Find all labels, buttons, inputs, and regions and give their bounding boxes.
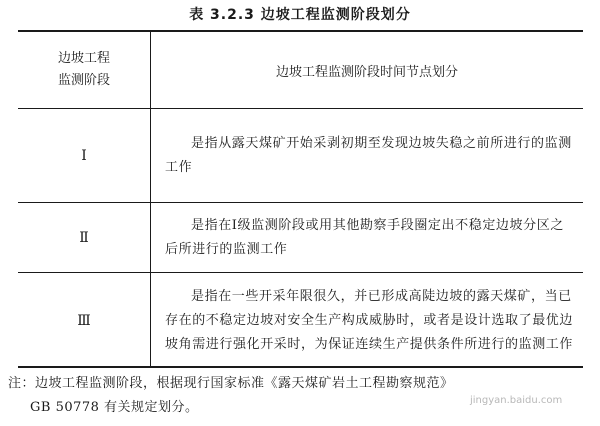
table-row (18, 202, 583, 272)
header-stage-cell (18, 32, 150, 108)
description-cell (151, 273, 583, 368)
stage-cell (18, 109, 150, 202)
note-line-1: 注：边坡工程监测阶段，根据现行国家标准《露天煤矿岩土工程勘察规范》 (8, 376, 454, 391)
table-header-row (18, 32, 583, 108)
stage-description: 是指从露天煤矿开始采剥初期至发现边坡失稳之前所进行的监测工作 (165, 135, 572, 175)
header-desc-cell (151, 32, 583, 108)
description-cell (151, 109, 583, 202)
table-title: 表 3.2.3 边坡工程监测阶段划分 (189, 7, 411, 23)
stage-cell (18, 273, 150, 368)
stage-description: 是指在一些开采年限很久，并已形成高陡边坡的露天煤矿，当已存在的不稳定边坡对安全生产构成威胁时，或者是设计选取了最优边坡角需进行强化开采时，为保证连续生产提供条件所进行的监测工作 (165, 288, 574, 352)
header-stage-label: 边坡工程 监测阶段 (57, 51, 110, 88)
stage-table (18, 30, 583, 368)
stage-cell (18, 203, 150, 272)
stage-label: Ⅰ (81, 147, 87, 164)
table-row (18, 108, 583, 202)
watermark: jingyan.baidu.com (470, 395, 563, 406)
stage-description: 是指在Ⅰ级监测阶段或用其他勘察手段圈定出不稳定边坡分区之后所进行的监测工作 (165, 217, 564, 257)
table-row (18, 272, 583, 368)
header-desc-label: 边坡工程监测阶段时间节点划分 (275, 64, 458, 80)
note-line-2: GB 50778 有关规定划分。 (30, 400, 199, 415)
stage-label: Ⅲ (77, 312, 91, 329)
description-cell (151, 203, 583, 272)
stage-label: Ⅱ (79, 229, 89, 246)
